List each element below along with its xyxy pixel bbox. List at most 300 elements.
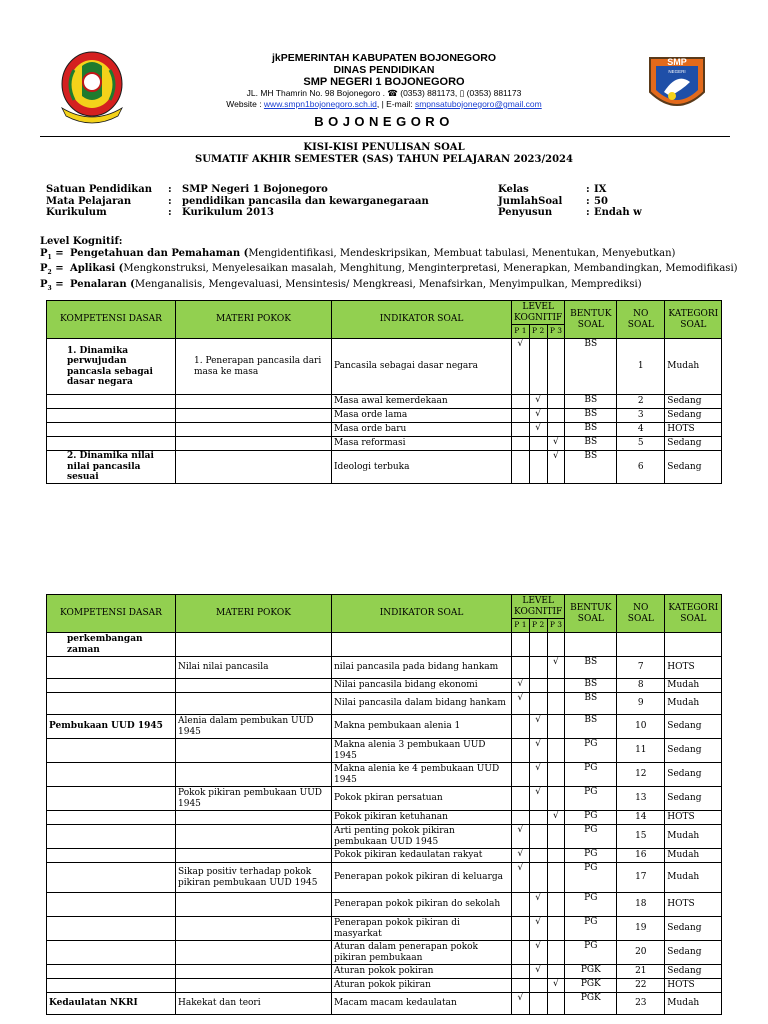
- cell-level-p2: [529, 633, 547, 657]
- cell-kompetensi-dasar: [47, 811, 176, 825]
- cell-kompetensi-dasar: [47, 763, 176, 787]
- info-value: IX: [594, 184, 607, 195]
- cell-no-soal: 18: [617, 893, 665, 917]
- cell-kompetensi-dasar: [47, 679, 176, 693]
- cell-level-p2: [529, 437, 547, 451]
- cell-materi-pokok: [176, 679, 332, 693]
- info-sep: :: [586, 184, 590, 195]
- table-row: [47, 849, 722, 863]
- cell-no-soal: 1: [617, 339, 665, 395]
- header-no: NO SOAL: [617, 595, 665, 633]
- cell-level-p3: [547, 715, 565, 739]
- cell-bentuk-soal: BS: [565, 437, 617, 451]
- cell-level-p2: [529, 849, 547, 863]
- cell-kategori-soal: Sedang: [665, 787, 722, 811]
- cell-bentuk-soal: PG: [565, 825, 617, 849]
- level-sub: 2: [47, 269, 52, 276]
- table-row: [47, 763, 722, 787]
- cell-level-p3: [547, 395, 565, 409]
- cell-bentuk-soal: PG: [565, 917, 617, 941]
- cell-level-p3: [547, 423, 565, 437]
- table-row: [47, 679, 722, 693]
- kisi-table-1: [46, 300, 722, 484]
- cell-materi-pokok: [176, 409, 332, 423]
- cell-indikator-soal: Aturan dalam penerapan pokok pikiran pembukaan: [332, 941, 512, 965]
- cell-kategori-soal: Sedang: [665, 965, 722, 979]
- cell-no-soal: 4: [617, 423, 665, 437]
- cell-level-p1: [512, 811, 530, 825]
- letterhead-divider: [40, 136, 730, 137]
- info-label: JumlahSoal: [498, 195, 563, 207]
- cell-kompetensi-dasar: [47, 979, 176, 993]
- cell-bentuk-soal: PG: [565, 893, 617, 917]
- cell-level-p1: [512, 423, 530, 437]
- cell-level-p3: [547, 633, 565, 657]
- cell-level-p1: [512, 763, 530, 787]
- table-row: [47, 715, 722, 739]
- cell-materi-pokok: 1. Penerapan pancasila dari masa ke masa: [176, 339, 332, 395]
- header-p1: P 1: [512, 325, 530, 339]
- cell-bentuk-soal: BS: [565, 423, 617, 437]
- cell-indikator-soal: Masa orde baru: [332, 423, 512, 437]
- cell-indikator-soal: Pokok pikiran kedaulatan rakyat: [332, 849, 512, 863]
- header-indikator: INDIKATOR SOAL: [332, 301, 512, 339]
- cell-materi-pokok: [176, 965, 332, 979]
- level-sub: 3: [47, 284, 52, 292]
- cell-kompetensi-dasar: [47, 657, 176, 679]
- cell-no-soal: 15: [617, 825, 665, 849]
- cell-level-p3: [547, 965, 565, 979]
- badge-sub-text: NEGERI: [668, 69, 686, 74]
- cell-kategori-soal: HOTS: [665, 893, 722, 917]
- level-name: Penalaran (: [70, 278, 135, 290]
- cell-indikator-soal: Aturan pokok pokiran: [332, 965, 512, 979]
- cell-indikator-soal: Makna alenia 3 pembukaan UUD 1945: [332, 739, 512, 763]
- cell-no-soal: 8: [617, 679, 665, 693]
- cell-level-p1: √: [512, 993, 530, 1015]
- cell-indikator-soal: Makna pembukaan alenia 1: [332, 715, 512, 739]
- cell-level-p1: √: [512, 339, 530, 395]
- cell-kompetensi-dasar: Kedaulatan NKRI: [47, 993, 176, 1015]
- cell-level-p2: [529, 339, 547, 395]
- header-no: NO SOAL: [617, 301, 665, 339]
- cell-bentuk-soal: PG: [565, 739, 617, 763]
- cell-kategori-soal: Sedang: [665, 715, 722, 739]
- cell-level-p1: [512, 979, 530, 993]
- header-level: LEVEL KOGNITIF: [512, 301, 565, 325]
- cell-kompetensi-dasar: 2. Dinamika nilai nilai pancasila sesuai: [47, 451, 176, 484]
- cell-kategori-soal: Mudah: [665, 825, 722, 849]
- cell-level-p3: [547, 849, 565, 863]
- header-kategori: KATEGORI SOAL: [665, 595, 722, 633]
- cell-level-p2: √: [529, 763, 547, 787]
- cell-kompetensi-dasar: [47, 693, 176, 715]
- cell-kategori-soal: Sedang: [665, 451, 722, 484]
- header-bentuk: BENTUK SOAL: [565, 595, 617, 633]
- cell-materi-pokok: Hakekat dan teori: [176, 993, 332, 1015]
- cell-level-p3: [547, 693, 565, 715]
- email-link[interactable]: smpnsatubojonegoro@gmail.com: [414, 99, 542, 109]
- cell-bentuk-soal: PG: [565, 811, 617, 825]
- cell-no-soal: 11: [617, 739, 665, 763]
- cell-kompetensi-dasar: [47, 787, 176, 811]
- cell-level-p1: √: [512, 849, 530, 863]
- table-row: [47, 863, 722, 893]
- cell-no-soal: 9: [617, 693, 665, 715]
- cell-bentuk-soal: PG: [565, 763, 617, 787]
- cell-level-p2: [529, 825, 547, 849]
- cell-indikator-soal: Pokok pikiran ketuhanan: [332, 811, 512, 825]
- level-name: Aplikasi (: [70, 263, 124, 274]
- cell-no-soal: 7: [617, 657, 665, 679]
- cell-bentuk-soal: BS: [565, 339, 617, 395]
- cell-level-p2: [529, 993, 547, 1015]
- level-name: Pengetahuan dan Pemahaman (: [70, 247, 249, 259]
- cell-level-p2: √: [529, 893, 547, 917]
- table-row: [47, 423, 722, 437]
- cell-kategori-soal: [665, 633, 722, 657]
- cell-bentuk-soal: BS: [565, 693, 617, 715]
- info-value: Kurikulum 2013: [182, 207, 274, 218]
- cell-no-soal: 10: [617, 715, 665, 739]
- kisi-table-2: [46, 594, 722, 1015]
- header-p3: P 3: [547, 325, 565, 339]
- cell-no-soal: 3: [617, 409, 665, 423]
- cell-level-p3: [547, 739, 565, 763]
- cell-level-p1: [512, 893, 530, 917]
- header-kd: KOMPETENSI DASAR: [47, 301, 176, 339]
- cell-level-p1: [512, 657, 530, 679]
- cell-bentuk-soal: PG: [565, 787, 617, 811]
- cell-materi-pokok: [176, 451, 332, 484]
- cell-level-p3: [547, 917, 565, 941]
- info-value: Endah w: [594, 207, 642, 218]
- cell-materi-pokok: [176, 693, 332, 715]
- cell-level-p3: [547, 941, 565, 965]
- title-line1: KISI-KISI PENULISAN SOAL: [303, 142, 465, 153]
- info-sep: :: [168, 207, 172, 218]
- cell-kategori-soal: Sedang: [665, 941, 722, 965]
- cell-bentuk-soal: PGK: [565, 993, 617, 1015]
- cell-materi-pokok: [176, 437, 332, 451]
- cell-indikator-soal: Pokok pkiran persatuan: [332, 787, 512, 811]
- cell-level-p1: [512, 965, 530, 979]
- header-kategori: KATEGORI SOAL: [665, 301, 722, 339]
- badge-text: SMP: [667, 57, 687, 67]
- cell-level-p1: [512, 739, 530, 763]
- cell-kategori-soal: Mudah: [665, 679, 722, 693]
- cell-kompetensi-dasar: [47, 965, 176, 979]
- table-row: [47, 633, 722, 657]
- letterhead-city: BOJONEGORO: [314, 114, 454, 129]
- cell-materi-pokok: [176, 423, 332, 437]
- cell-level-p2: √: [529, 739, 547, 763]
- cell-level-p3: [547, 825, 565, 849]
- table-row: [47, 979, 722, 993]
- cell-indikator-soal: Penerapan pokok pikiran di keluarga: [332, 863, 512, 893]
- cell-no-soal: 22: [617, 979, 665, 993]
- info-value: 50: [594, 195, 608, 207]
- website-link[interactable]: www.smpn1bojonegoro.sch.id: [263, 99, 377, 109]
- cell-kategori-soal: Mudah: [665, 339, 722, 395]
- cell-kategori-soal: Sedang: [665, 763, 722, 787]
- cell-indikator-soal: Ideologi terbuka: [332, 451, 512, 484]
- cell-materi-pokok: [176, 979, 332, 993]
- website-label: Website :: [226, 99, 264, 109]
- header-materi: MATERI POKOK: [176, 301, 332, 339]
- cell-level-p3: [547, 409, 565, 423]
- cell-level-p1: √: [512, 679, 530, 693]
- table-row: [47, 993, 722, 1015]
- cell-kompetensi-dasar: perkembangan zaman: [47, 633, 176, 657]
- cell-level-p1: [512, 917, 530, 941]
- info-left: [46, 184, 429, 219]
- cell-bentuk-soal: PG: [565, 941, 617, 965]
- info-label: Kurikulum: [46, 207, 107, 218]
- cell-kompetensi-dasar: [47, 739, 176, 763]
- cell-no-soal: 2: [617, 395, 665, 409]
- table-row: [47, 437, 722, 451]
- cell-bentuk-soal: BS: [565, 657, 617, 679]
- header-level: LEVEL KOGNITIF: [512, 595, 565, 619]
- cell-indikator-soal: Arti penting pokok pikiran pembukaan UUD 1945: [332, 825, 512, 849]
- cell-bentuk-soal: PGK: [565, 965, 617, 979]
- cell-indikator-soal: Nilai pancasila bidang ekonomi: [332, 679, 512, 693]
- info-value: pendidikan pancasila dan kewarganegaraan: [182, 195, 429, 207]
- info-label: Satuan Pendidikan: [46, 184, 152, 195]
- header-bentuk: BENTUK SOAL: [565, 301, 617, 339]
- cell-kategori-soal: HOTS: [665, 423, 722, 437]
- cell-indikator-soal: [332, 633, 512, 657]
- cell-kategori-soal: HOTS: [665, 811, 722, 825]
- level-sub: 1: [47, 253, 52, 261]
- letterhead-school-name: SMP NEGERI 1 BOJONEGORO: [303, 76, 465, 88]
- table-row: [47, 657, 722, 679]
- cell-indikator-soal: Masa reformasi: [332, 437, 512, 451]
- cell-no-soal: 13: [617, 787, 665, 811]
- info-value: SMP Negeri 1 Bojonegoro: [182, 184, 328, 195]
- table-row: [47, 787, 722, 811]
- cell-no-soal: 14: [617, 811, 665, 825]
- cell-kategori-soal: HOTS: [665, 979, 722, 993]
- cell-bentuk-soal: PG: [565, 863, 617, 893]
- cell-level-p1: [512, 437, 530, 451]
- cell-bentuk-soal: PG: [565, 849, 617, 863]
- cell-materi-pokok: [176, 917, 332, 941]
- cell-bentuk-soal: BS: [565, 679, 617, 693]
- cell-level-p3: [547, 339, 565, 395]
- cell-indikator-soal: Macam macam kedaulatan: [332, 993, 512, 1015]
- cell-materi-pokok: [176, 395, 332, 409]
- cell-kompetensi-dasar: 1. Dinamika perwujudan pancasla sebagai dasar negara: [47, 339, 176, 395]
- cell-kategori-soal: Sedang: [665, 409, 722, 423]
- letterhead-address: JL. MH Thamrin No. 98 Bojonegoro . ☎ (0353) 881173, ▯ (0353) 881173: [246, 88, 522, 98]
- cell-level-p3: √: [547, 437, 565, 451]
- cell-level-p1: [512, 633, 530, 657]
- cell-indikator-soal: Nilai pancasila dalam bidang hankam: [332, 693, 512, 715]
- cell-level-p2: √: [529, 423, 547, 437]
- header-p2: P 2: [529, 619, 547, 633]
- cell-indikator-soal: Aturan pokok pikiran: [332, 979, 512, 993]
- cell-level-p2: [529, 979, 547, 993]
- level-item: $P_2$ = Aplikasi (Mengkonstruksi, Menyelesaikan masalah, Menghitung, Menginterpretasi, Menerapkan, Membandingkan, Memodifikasi): [40, 263, 738, 276]
- cell-level-p1: √: [512, 825, 530, 849]
- cell-level-p3: √: [547, 811, 565, 825]
- cell-bentuk-soal: [565, 633, 617, 657]
- cell-kategori-soal: HOTS: [665, 657, 722, 679]
- header-kd: KOMPETENSI DASAR: [47, 595, 176, 633]
- level-desc: Mengidentifikasi, Mendeskripsikan, Membuat tabulasi, Menentukan, Menyebutkan): [248, 247, 676, 259]
- level-item: $P_3$ = Penalaran (Menganalisis, Mengevaluasi, Mensintesis/ Mengkreasi, Menafsirkan, Menyimpulkan, Memprediksi): [40, 278, 642, 292]
- header-p3: P 3: [547, 619, 565, 633]
- table-row: [47, 693, 722, 715]
- table-row: [47, 965, 722, 979]
- cell-materi-pokok: [176, 811, 332, 825]
- cell-no-soal: 5: [617, 437, 665, 451]
- cell-level-p2: [529, 679, 547, 693]
- cell-materi-pokok: [176, 739, 332, 763]
- cell-level-p2: √: [529, 409, 547, 423]
- cell-level-p3: √: [547, 451, 565, 484]
- info-sep: :: [168, 195, 172, 207]
- cell-bentuk-soal: PGK: [565, 979, 617, 993]
- info-right: [498, 184, 642, 219]
- cell-kompetensi-dasar: [47, 395, 176, 409]
- level-key: P: [40, 263, 48, 274]
- cell-kompetensi-dasar: [47, 423, 176, 437]
- cell-indikator-soal: Penerapan pokok pikiran do sekolah: [332, 893, 512, 917]
- cell-indikator-soal: Masa orde lama: [332, 409, 512, 423]
- info-sep: :: [586, 207, 590, 218]
- letterhead-line1: jkPEMERINTAH KABUPATEN BOJONEGORO: [271, 52, 497, 64]
- cell-kategori-soal: Mudah: [665, 863, 722, 893]
- letterhead-line2: DINAS PENDIDIKAN: [333, 64, 435, 76]
- letterhead: [0, 52, 768, 129]
- level-key: P: [40, 247, 48, 259]
- cell-level-p1: [512, 941, 530, 965]
- level-item: $P_1$ = Pengetahuan dan Pemahaman (Mengidentifikasi, Mendeskripsikan, Membuat tabulasi, Menentukan, Menyebutkan): [40, 247, 676, 261]
- table-row: [47, 811, 722, 825]
- cell-no-soal: 12: [617, 763, 665, 787]
- cell-level-p1: √: [512, 863, 530, 893]
- header-materi: MATERI POKOK: [176, 595, 332, 633]
- cell-kategori-soal: Mudah: [665, 849, 722, 863]
- cell-kategori-soal: Mudah: [665, 993, 722, 1015]
- header-p1: P 1: [512, 619, 530, 633]
- cell-no-soal: 17: [617, 863, 665, 893]
- cell-level-p2: [529, 863, 547, 893]
- cell-kategori-soal: Sedang: [665, 739, 722, 763]
- table-row: [47, 893, 722, 917]
- cell-kategori-soal: Mudah: [665, 693, 722, 715]
- cell-level-p1: [512, 451, 530, 484]
- info-label: Mata Pelajaran: [46, 195, 132, 207]
- cell-kompetensi-dasar: [47, 409, 176, 423]
- cell-kategori-soal: Sedang: [665, 437, 722, 451]
- cell-level-p1: [512, 787, 530, 811]
- cell-level-p2: √: [529, 395, 547, 409]
- cell-materi-pokok: [176, 633, 332, 657]
- cell-indikator-soal: Masa awal kemerdekaan: [332, 395, 512, 409]
- info-sep: :: [586, 195, 590, 207]
- header-indikator: INDIKATOR SOAL: [332, 595, 512, 633]
- cell-kompetensi-dasar: [47, 849, 176, 863]
- cell-materi-pokok: [176, 825, 332, 849]
- cell-no-soal: 19: [617, 917, 665, 941]
- cell-level-p2: √: [529, 941, 547, 965]
- info-label: Kelas: [498, 184, 529, 195]
- cell-materi-pokok: Nilai nilai pancasila: [176, 657, 332, 679]
- cell-indikator-soal: Makna alenia ke 4 pembukaan UUD 1945: [332, 763, 512, 787]
- cell-level-p3: [547, 863, 565, 893]
- cell-no-soal: 6: [617, 451, 665, 484]
- table-row: [47, 941, 722, 965]
- cell-kompetensi-dasar: [47, 941, 176, 965]
- cell-level-p3: √: [547, 979, 565, 993]
- cell-level-p1: [512, 409, 530, 423]
- cell-level-p3: [547, 893, 565, 917]
- cell-no-soal: 23: [617, 993, 665, 1015]
- cell-no-soal: [617, 633, 665, 657]
- cell-bentuk-soal: BS: [565, 395, 617, 409]
- table-row: [47, 739, 722, 763]
- email-label: , | E-mail:: [376, 99, 415, 109]
- cell-kompetensi-dasar: [47, 917, 176, 941]
- cell-materi-pokok: [176, 893, 332, 917]
- table-row: [47, 825, 722, 849]
- cell-indikator-soal: nilai pancasila pada bidang hankam: [332, 657, 512, 679]
- level-desc: Menganalisis, Mengevaluasi, Mensintesis/ Mengkreasi, Menafsirkan, Menyimpulkan, Memprediksi): [134, 278, 642, 290]
- cell-level-p2: √: [529, 787, 547, 811]
- cell-level-p3: [547, 993, 565, 1015]
- table-row: [47, 339, 722, 395]
- header-p2: P 2: [529, 325, 547, 339]
- document-title: [0, 142, 768, 166]
- letterhead-contact: [0, 99, 768, 110]
- cell-kompetensi-dasar: [47, 437, 176, 451]
- info-label: Penyusun: [498, 207, 553, 218]
- cell-level-p2: √: [529, 715, 547, 739]
- table-row: [47, 451, 722, 484]
- cell-level-p1: [512, 715, 530, 739]
- cell-materi-pokok: Sikap positiv terhadap pokok pikiran pembukaan UUD 1945: [176, 863, 332, 893]
- cell-materi-pokok: [176, 763, 332, 787]
- cell-level-p3: [547, 787, 565, 811]
- cell-kompetensi-dasar: [47, 825, 176, 849]
- cell-indikator-soal: Pancasila sebagai dasar negara: [332, 339, 512, 395]
- cell-kompetensi-dasar: [47, 863, 176, 893]
- cell-bentuk-soal: BS: [565, 451, 617, 484]
- table-row: [47, 395, 722, 409]
- cell-kategori-soal: Sedang: [665, 395, 722, 409]
- title-line2: SUMATIF AKHIR SEMESTER (SAS) TAHUN PELAJARAN 2023/2024: [195, 154, 573, 165]
- cell-materi-pokok: [176, 849, 332, 863]
- cell-level-p3: √: [547, 657, 565, 679]
- level-desc: Mengkonstruksi, Menyelesaikan masalah, Menghitung, Menginterpretasi, Menerapkan, Membandingkan, Memodifikasi): [123, 263, 738, 274]
- cell-level-p3: [547, 679, 565, 693]
- cell-no-soal: 20: [617, 941, 665, 965]
- cell-level-p2: [529, 451, 547, 484]
- cell-kompetensi-dasar: [47, 893, 176, 917]
- table-row: [47, 409, 722, 423]
- cell-indikator-soal: Penerapan pokok pikiran di masyarkat: [332, 917, 512, 941]
- cell-level-p3: [547, 763, 565, 787]
- info-sep: :: [168, 184, 172, 195]
- cell-level-p2: √: [529, 917, 547, 941]
- cell-materi-pokok: [176, 941, 332, 965]
- cell-bentuk-soal: BS: [565, 409, 617, 423]
- cell-level-p2: [529, 693, 547, 715]
